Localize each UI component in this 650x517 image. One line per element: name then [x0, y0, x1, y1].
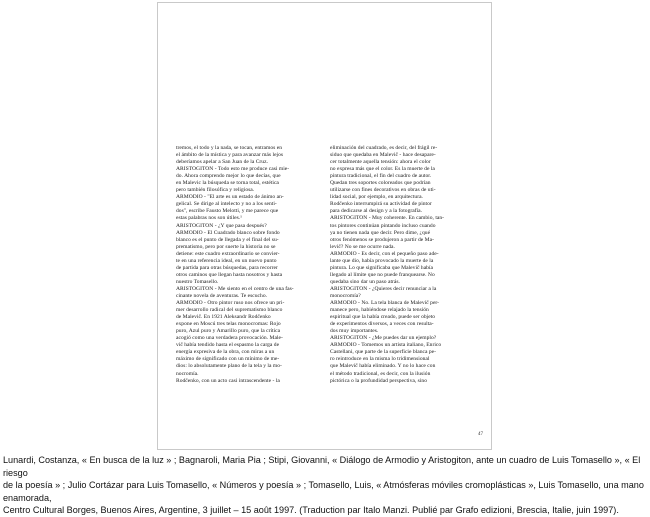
text-line: para dedicarse al design y a la fotografía.: [330, 208, 423, 215]
text-line: dos", escribe Fausto Melotti, y me parece que: [176, 208, 279, 215]
right-text-column: [330, 145, 469, 385]
page-number: 47: [478, 432, 483, 437]
text-line: acogió como una verdadera provocación. Male-: [176, 335, 283, 342]
text-line: ARISTOGITON - Me siento en el centro de una fas-: [176, 285, 294, 292]
text-line: máximo de significado con un mínimo de me-: [176, 356, 280, 363]
text-line: ARMODIO - Es decir, con el pequeño paso ade-: [330, 250, 439, 257]
text-line: blanco es el punto de llegada y el final del su-: [176, 236, 279, 243]
text-line: prematismo, pero por suerte la historia no se: [176, 243, 276, 250]
text-line: cinante novela de aventuras. Te escucho.: [176, 292, 268, 299]
text-line: tremos, el todo y la nada, se tocan, entramos en: [176, 145, 283, 151]
text-line: Rodčenko interrumpirá su actividad de pintor: [330, 201, 432, 208]
text-line: do. Ahora comprendo mejor lo que decías, que: [176, 173, 281, 180]
caption-line: de la poesía » ; Julio Cortázar para Luis Tomasello, « Números y poesía » ; Tomasello, Luis, « Atmósferas móviles cromoplásticas », Luis Tomasello, una mano enamorada,: [3, 480, 644, 503]
text-line: tos pintores continúan pintando incluso cuando: [330, 222, 436, 229]
text-line: ARISTOGITON - ¿Quieres decir renunciar a la: [330, 285, 437, 292]
text-line: Castellani, que parte de la superficie blanca pe-: [330, 349, 437, 356]
text-line: puro, Azul puro y Amarillo puro, que la crítica: [176, 328, 281, 335]
text-line: cer totalmente aquella tensión: ahora el color: [330, 159, 431, 166]
text-line: vič había tendido hasta el espasmo la carga de: [176, 342, 280, 349]
book-page: [157, 2, 492, 450]
text-line: Rodčenko, con un acto casi intrascendente - la: [176, 377, 280, 384]
text-line: de partida para otras búsquedas, para recorrer: [176, 264, 278, 271]
text-line: estas palabras nos son útiles.¹: [176, 215, 242, 222]
text-line: pero también filosófica y religiosa.: [176, 187, 255, 194]
text-line: ARMODIO - El Cuadrado blanco sobre fondo: [176, 229, 280, 236]
text-line: que Malevič había eliminado. Y no lo hace con: [330, 363, 436, 370]
text-line: levič? No se me ocurre nada.: [330, 243, 395, 250]
text-line: ARMODIO - Otro pintor ruso nos ofrece un pri-: [176, 300, 285, 307]
text-line: el método tradicional, es decir, con la ilusión: [330, 370, 431, 377]
text-line: eliminación del cuadrado, es decir, del frágil re-: [330, 145, 438, 151]
text-line: el ámbito de la mística y para avanzar más lejos: [176, 152, 284, 159]
caption: [3, 454, 647, 517]
text-line: Quedan tres soportes coloreados que podrían: [330, 180, 431, 187]
text-line: lante que dio, había provocado la muerte de la: [330, 257, 434, 264]
text-line: utilizarse con fines decorativos en obras de uti-: [330, 187, 436, 194]
text-line: ARISTOGITON - Todo esto me produce casi mie-: [176, 166, 290, 173]
text-line: otros fenómenos se produjeron a partir de Ma-: [330, 236, 434, 243]
text-line: gelical. Se dirige al intelecto y no a los senti-: [176, 201, 277, 208]
text-line: lidad social, por ejemplo, en arquitectura.: [330, 194, 423, 201]
text-line: energía expresiva de la obra, con miras a un: [176, 349, 275, 356]
caption-line: Lunardi, Costanza, « En busca de la luz » ; Bagnaroli, Maria Pia ; Stipi, Giovanni, « Diálogo de Armodio y Aristogiton, ante un cuadro de Luis Tomasello », « El riesgo: [3, 455, 641, 478]
text-line: ARISTOGITON - ¿Me puedes dar un ejemplo?: [330, 335, 437, 342]
text-line: nuestro Tomasello.: [176, 278, 219, 285]
text-line: pintura tradicional, el fin del cuadro de autor.: [330, 173, 432, 180]
text-line: ya no tienen nada que decir. Pero dime, ¿qué: [330, 229, 431, 236]
left-text-column: [176, 145, 315, 385]
caption-line: Centro Cultural Borges, Buenos Aires, Argentine, 3 juillet – 15 août 1997. (Traduction par Italo Manzi. Publié par Grafo edizioni, Brescia, Italie, juin 1997).: [3, 505, 619, 516]
text-line: pictórica o la profundidad perspectiva, sino: [330, 377, 427, 384]
text-line: ro reintroduce en la misma lo tridimensional: [330, 356, 430, 363]
text-line: otros caminos que llegan hasta nosotros y hasta: [176, 271, 283, 278]
text-line: de Malevič. En 1921 Aleksandr Rodčenko: [176, 314, 271, 321]
text-line: en Malevic la búsqueda se torna total, estética: [176, 180, 279, 187]
text-line: ARMODIO - No. La tela blanca de Malevič per-: [330, 300, 440, 307]
text-line: ARMODIO - "El arte es un estado de ánimo an-: [176, 194, 284, 201]
text-line: deberíamos apelar a San Juan de la Cruz.: [176, 159, 268, 166]
text-line: monocromía?: [330, 292, 361, 299]
text-line: no expresa más que el color. Es la muerte de la: [330, 166, 435, 173]
text-line: de experimentos diversos, a veces con resulta-: [330, 321, 434, 328]
text-line: expone en Moscú tres telas monocromas: Rojo: [176, 321, 281, 328]
text-line: dos muy importantes.: [330, 328, 379, 335]
text-line: te en una referencia ideal, en un nuevo punto: [176, 257, 277, 264]
text-line: ARISTOGITON - ¿Y que pasa después?: [176, 222, 267, 229]
text-line: mer desarrollo radical del suprematismo blanco: [176, 307, 283, 314]
text-line: detiene: este cuadro extraordinario se convier-: [176, 250, 280, 257]
text-line: llegado al límite que no puede franquearse. No: [330, 271, 435, 278]
text-line: espiritual que la había creado, puede ser objeto: [330, 314, 436, 321]
text-line: quedaba sino dar un paso atrás.: [330, 278, 400, 285]
text-line: dios: lo absolutamente plano de la tela y la mo-: [176, 363, 282, 370]
text-line: pintura. Lo que significaba que Malevič había: [330, 264, 434, 271]
text-line: ARMODIO - Tomemos un artista italiano, Enrico: [330, 342, 442, 349]
text-line: siduo que quedaba en Malevič - hace desapare-: [330, 152, 436, 159]
text-line: manece pero, habiéndose relajado la tensión: [330, 307, 429, 314]
text-line: ARISTOGITON - Muy coherente. En cambio, tan-: [330, 215, 445, 222]
text-line: nocromía.: [176, 370, 199, 377]
